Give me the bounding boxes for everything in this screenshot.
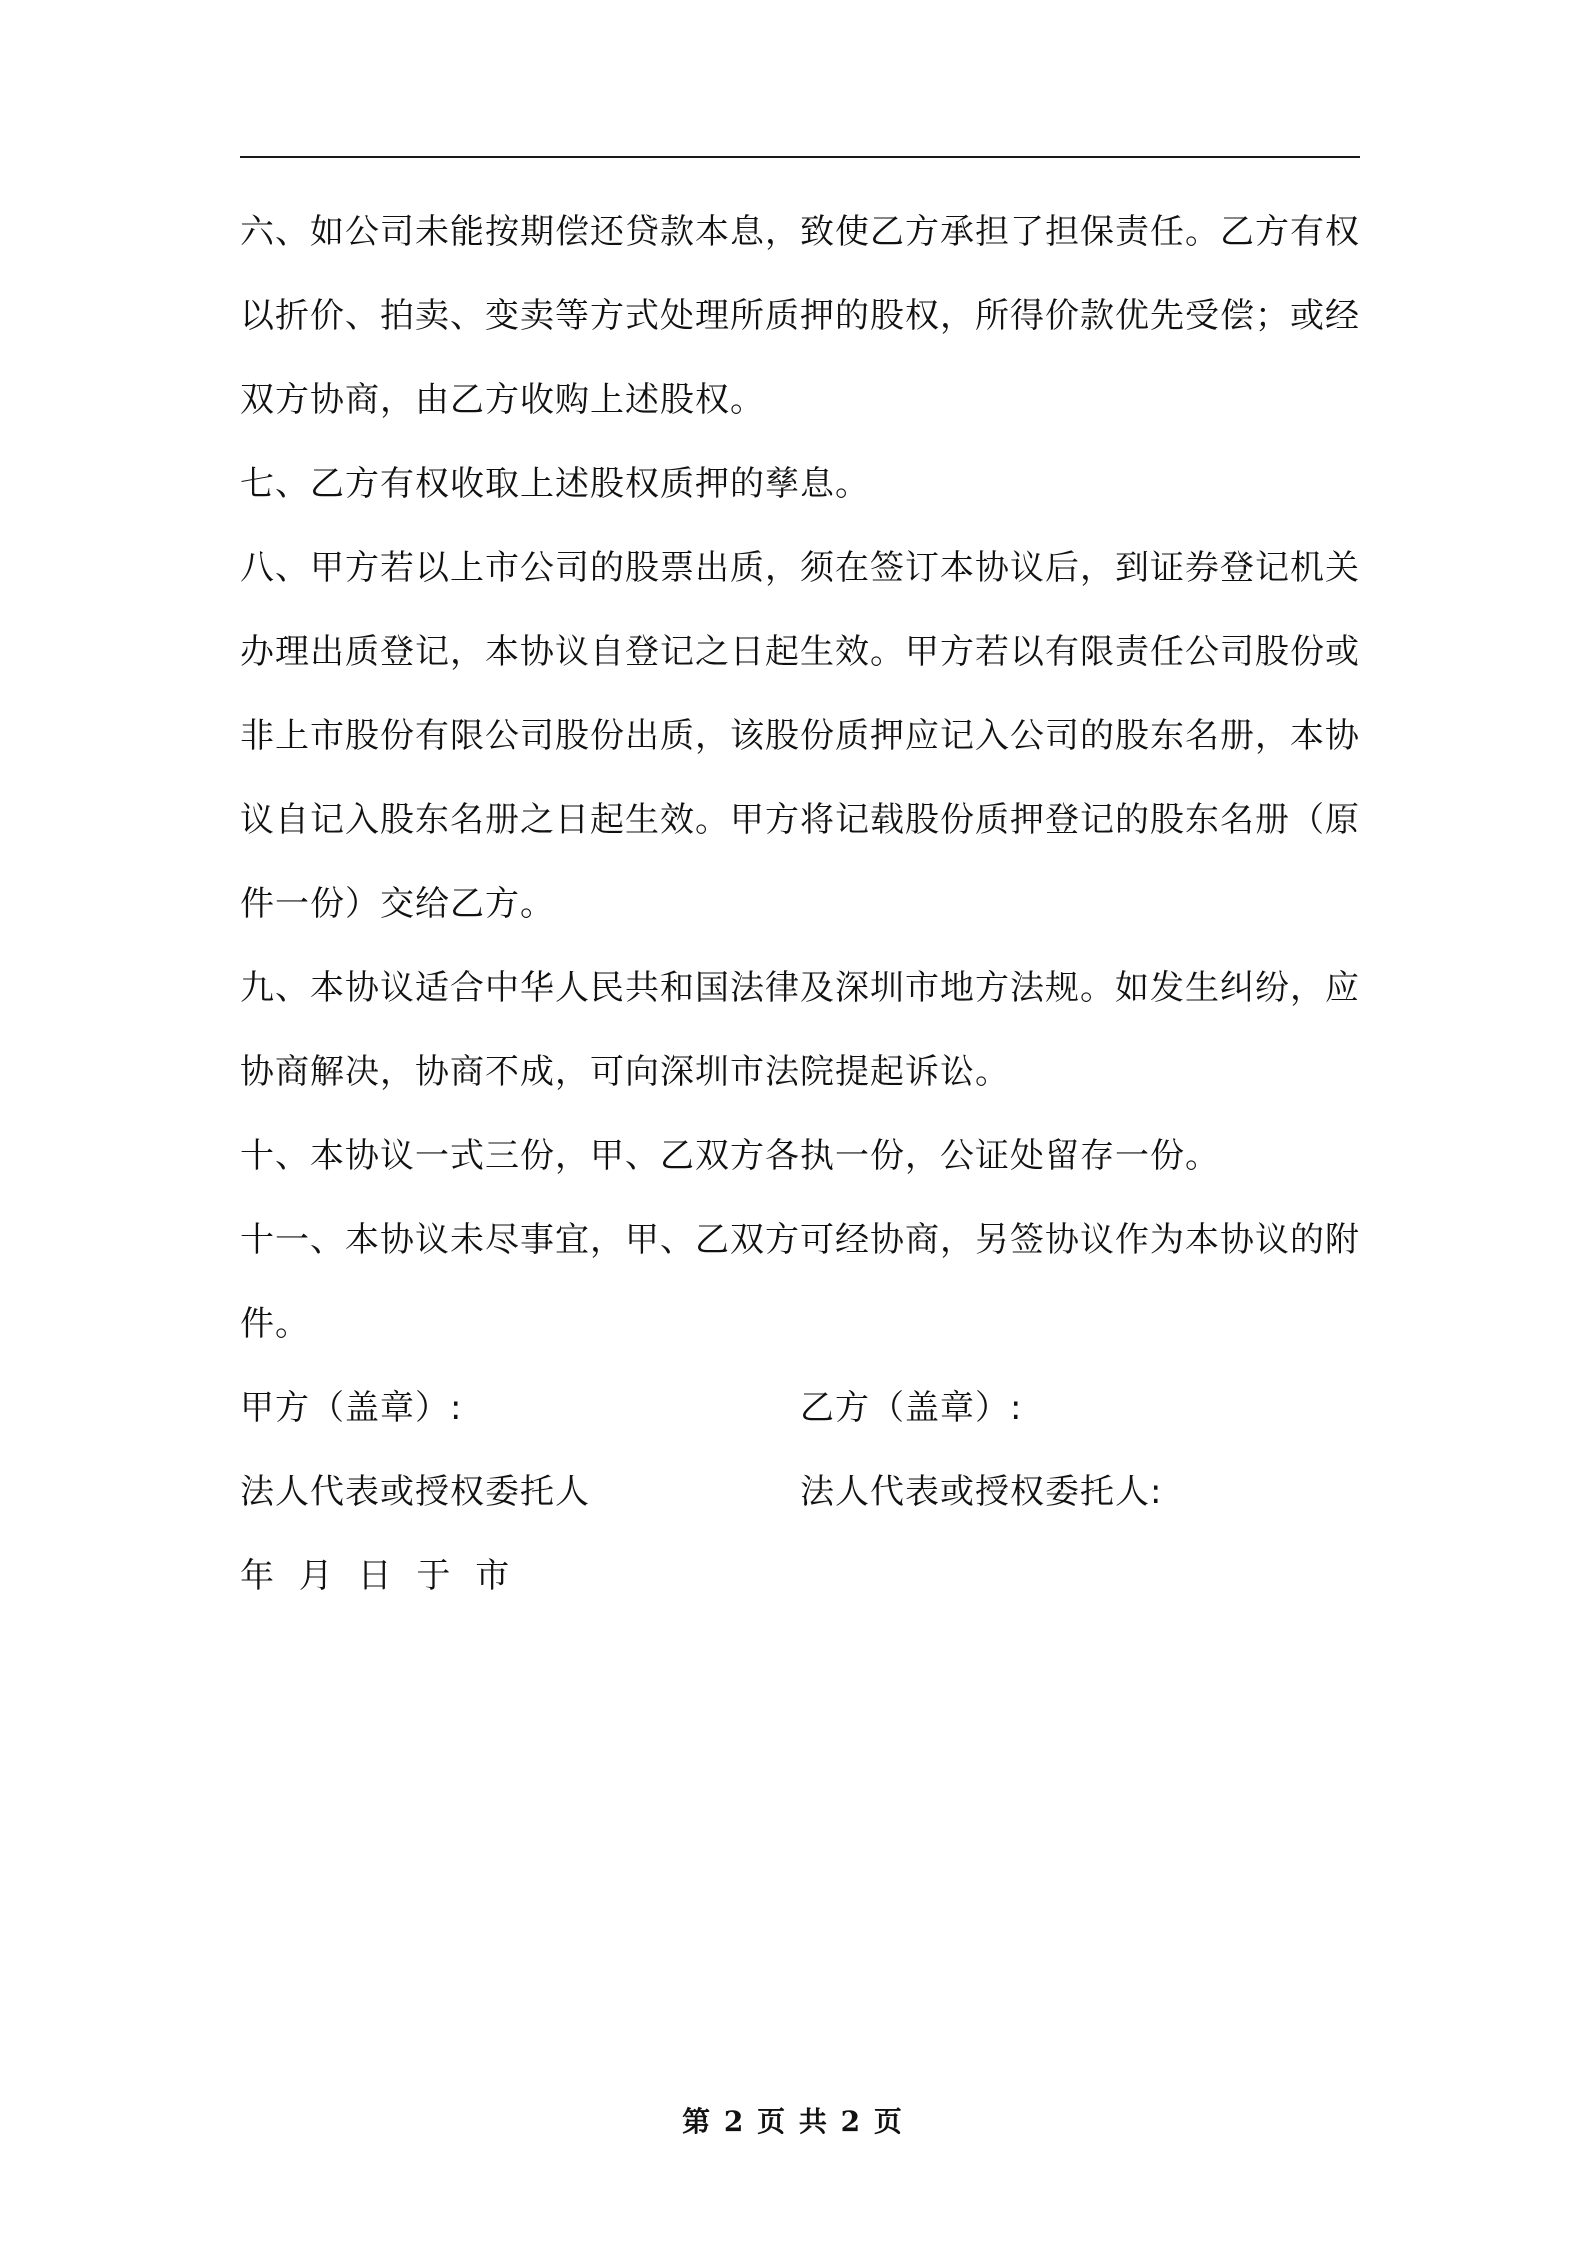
- document-body: [240, 190, 1360, 1618]
- party-b-representative: 法人代表或授权委托人:: [800, 1472, 1163, 1512]
- party-a-seal: 甲方（盖章）:: [240, 1388, 463, 1428]
- representative-row: [240, 1450, 1360, 1534]
- clause-seven: 七、乙方有权收取上述股权质押的孳息。: [240, 464, 870, 504]
- header-rule: [240, 156, 1360, 158]
- party-b-seal: 乙方（盖章）:: [800, 1388, 1023, 1428]
- party-a-representative: 法人代表或授权委托人: [240, 1472, 590, 1512]
- page-number: 第 2 页 共 2 页: [682, 2105, 904, 2138]
- clause-nine: 九、本协议适合中华人民共和国法律及深圳市地方法规。如发生纠纷，应协商解决，协商不成，可向深圳市法院提起诉讼。: [240, 968, 1360, 1092]
- seal-row: [240, 1366, 1360, 1450]
- date-place-line: 年 月 日 于 市: [240, 1556, 512, 1596]
- clause-eight: 八、甲方若以上市公司的股票出质，须在签订本协议后，到证券登记机关办理出质登记，本协议自登记之日起生效。甲方若以有限责任公司股份或非上市股份有限公司股份出质，该股份质押应记入公司的股东名册，本协议自记入股东名册之日起生效。甲方将记载股份质押登记的股东名册（原件一份）交给乙方。: [240, 548, 1360, 924]
- clause-ten: 十、本协议一式三份，甲、乙双方各执一份，公证处留存一份。: [240, 1136, 1220, 1176]
- clause-eleven: 十一、本协议未尽事宜，甲、乙双方可经协商，另签协议作为本协议的附件。: [240, 1220, 1360, 1344]
- clause-six: 六、如公司未能按期偿还贷款本息，致使乙方承担了担保责任。乙方有权以折价、拍卖、变卖等方式处理所质押的股权，所得价款优先受偿；或经双方协商，由乙方收购上述股权。: [240, 212, 1360, 420]
